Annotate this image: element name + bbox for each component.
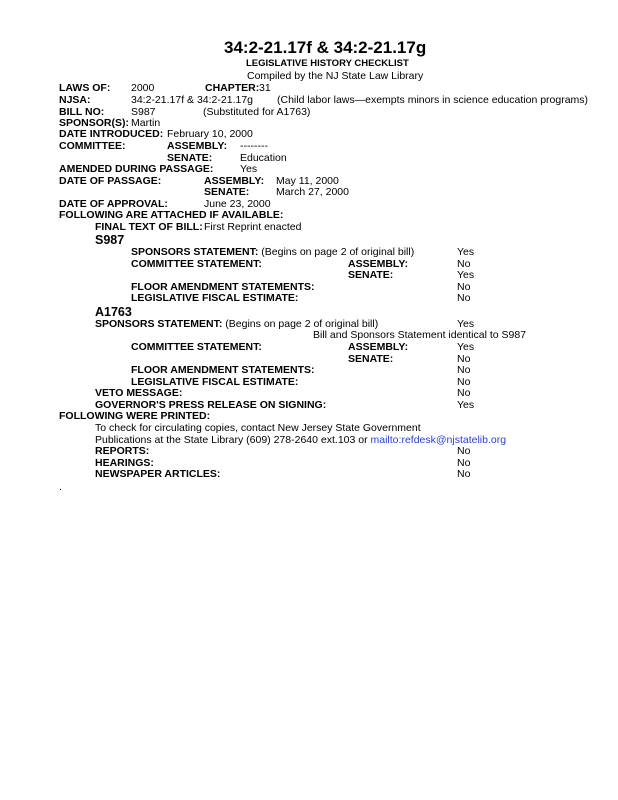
bill-no-note: (Substituted for A1763) bbox=[203, 106, 311, 118]
committee-assembly-value: -------- bbox=[240, 140, 268, 152]
printed-heading: FOLLOWING WERE PRINTED: bbox=[59, 410, 211, 422]
s987-fiscal-value: No bbox=[457, 292, 471, 304]
s987-assembly-value: No bbox=[457, 258, 471, 270]
veto-value: No bbox=[457, 387, 471, 399]
njsa-note: (Child labor laws—exempts minors in science education programs) bbox=[277, 94, 589, 106]
s987-sponsors-note: (Begins on page 2 of original bill) bbox=[261, 246, 415, 258]
governor-label: GOVERNOR'S PRESS RELEASE ON SIGNING: bbox=[95, 399, 327, 411]
hearings-label: HEARINGS: bbox=[95, 457, 154, 469]
page-title: 34:2-21.17f & 34:2-21.17g bbox=[224, 38, 427, 57]
s987-sponsors-statement bbox=[131, 246, 414, 258]
final-text-label: FINAL TEXT OF BILL: bbox=[95, 221, 203, 233]
committee-senate-value: Education bbox=[240, 152, 287, 164]
page-subtitle: LEGISLATIVE HISTORY CHECKLIST bbox=[246, 58, 409, 69]
amended-label: AMENDED DURING PASSAGE: bbox=[59, 163, 214, 175]
newspaper-value: No bbox=[457, 468, 471, 480]
s987-fiscal-label: LEGISLATIVE FISCAL ESTIMATE: bbox=[131, 292, 299, 304]
a1763-sponsors-value: Yes bbox=[457, 318, 475, 330]
circulating-text: Publications at the State Library (609) 278-2640 ext.103 or bbox=[95, 434, 371, 446]
a1763-identical-note: Bill and Sponsors Statement identical to S987 bbox=[313, 329, 527, 341]
s987-heading: S987 bbox=[95, 233, 125, 247]
njsa-value: 34:2-21.17f & 34:2-21.17g bbox=[131, 94, 254, 106]
passage-senate-label: SENATE: bbox=[204, 186, 250, 198]
circulating-line1: To check for circulating copies, contact New Jersey State Government bbox=[95, 422, 421, 434]
njsa-label: NJSA: bbox=[59, 94, 91, 106]
a1763-assembly-value: Yes bbox=[457, 341, 475, 353]
amended-value: Yes bbox=[240, 163, 258, 175]
final-text-value: First Reprint enacted bbox=[204, 221, 302, 233]
sponsors-value: Martin bbox=[131, 117, 161, 129]
s987-floor-label: FLOOR AMENDMENT STATEMENTS: bbox=[131, 281, 315, 293]
reports-label: REPORTS: bbox=[95, 445, 150, 457]
committee-senate-label: SENATE: bbox=[167, 152, 213, 164]
passage-assembly-value: May 11, 2000 bbox=[276, 175, 339, 187]
passage-senate-value: March 27, 2000 bbox=[276, 186, 349, 198]
s987-sponsors-label: SPONSORS STATEMENT: bbox=[131, 246, 259, 258]
s987-floor-value: No bbox=[457, 281, 471, 293]
a1763-fiscal-label: LEGISLATIVE FISCAL ESTIMATE: bbox=[131, 376, 299, 388]
a1763-sponsors-note: (Begins on page 2 of original bill) bbox=[225, 318, 379, 330]
date-of-approval-value: June 23, 2000 bbox=[204, 198, 271, 210]
s987-sponsors-value: Yes bbox=[457, 246, 475, 258]
a1763-floor-value: No bbox=[457, 364, 471, 376]
laws-of-value: 2000 bbox=[131, 82, 155, 94]
bill-no-label: BILL NO: bbox=[59, 106, 105, 118]
email-link[interactable]: mailto:refdesk@njstatelib.org bbox=[370, 434, 507, 446]
s987-committee-label: COMMITTEE STATEMENT: bbox=[131, 258, 262, 270]
attached-heading: FOLLOWING ARE ATTACHED IF AVAILABLE: bbox=[59, 209, 284, 221]
a1763-senate-value: No bbox=[457, 353, 471, 365]
s987-assembly-label: ASSEMBLY: bbox=[348, 258, 409, 270]
a1763-floor-label: FLOOR AMENDMENT STATEMENTS: bbox=[131, 364, 315, 376]
a1763-sponsors-label: SPONSORS STATEMENT: bbox=[95, 318, 223, 330]
date-of-passage-label: DATE OF PASSAGE: bbox=[59, 175, 162, 187]
date-of-approval-label: DATE OF APPROVAL: bbox=[59, 198, 168, 210]
reports-value: No bbox=[457, 445, 471, 457]
chapter-value: 31 bbox=[259, 82, 271, 94]
date-introduced-value: February 10, 2000 bbox=[167, 128, 253, 140]
committee-assembly-label: ASSEMBLY: bbox=[167, 140, 228, 152]
a1763-senate-label: SENATE: bbox=[348, 353, 394, 365]
chapter-label: CHAPTER: bbox=[205, 82, 260, 94]
hearings-value: No bbox=[457, 457, 471, 469]
a1763-committee-label: COMMITTEE STATEMENT: bbox=[131, 341, 262, 353]
circulating-line2 bbox=[95, 434, 506, 446]
bill-no-value: S987 bbox=[131, 106, 156, 118]
laws-of-label: LAWS OF: bbox=[59, 82, 111, 94]
a1763-fiscal-value: No bbox=[457, 376, 471, 388]
a1763-assembly-label: ASSEMBLY: bbox=[348, 341, 409, 353]
s987-senate-value: Yes bbox=[457, 269, 475, 281]
s987-senate-label: SENATE: bbox=[348, 269, 394, 281]
newspaper-label: NEWSPAPER ARTICLES: bbox=[95, 468, 221, 480]
footer-mark: . bbox=[59, 481, 62, 493]
governor-value: Yes bbox=[457, 399, 475, 411]
compiled-by: Compiled by the NJ State Law Library bbox=[247, 70, 424, 82]
committee-label: COMMITTEE: bbox=[59, 140, 126, 152]
passage-assembly-label: ASSEMBLY: bbox=[204, 175, 265, 187]
sponsors-label: SPONSOR(S): bbox=[59, 117, 130, 129]
veto-label: VETO MESSAGE: bbox=[95, 387, 183, 399]
a1763-heading: A1763 bbox=[95, 305, 132, 319]
date-introduced-label: DATE INTRODUCED: bbox=[59, 128, 164, 140]
